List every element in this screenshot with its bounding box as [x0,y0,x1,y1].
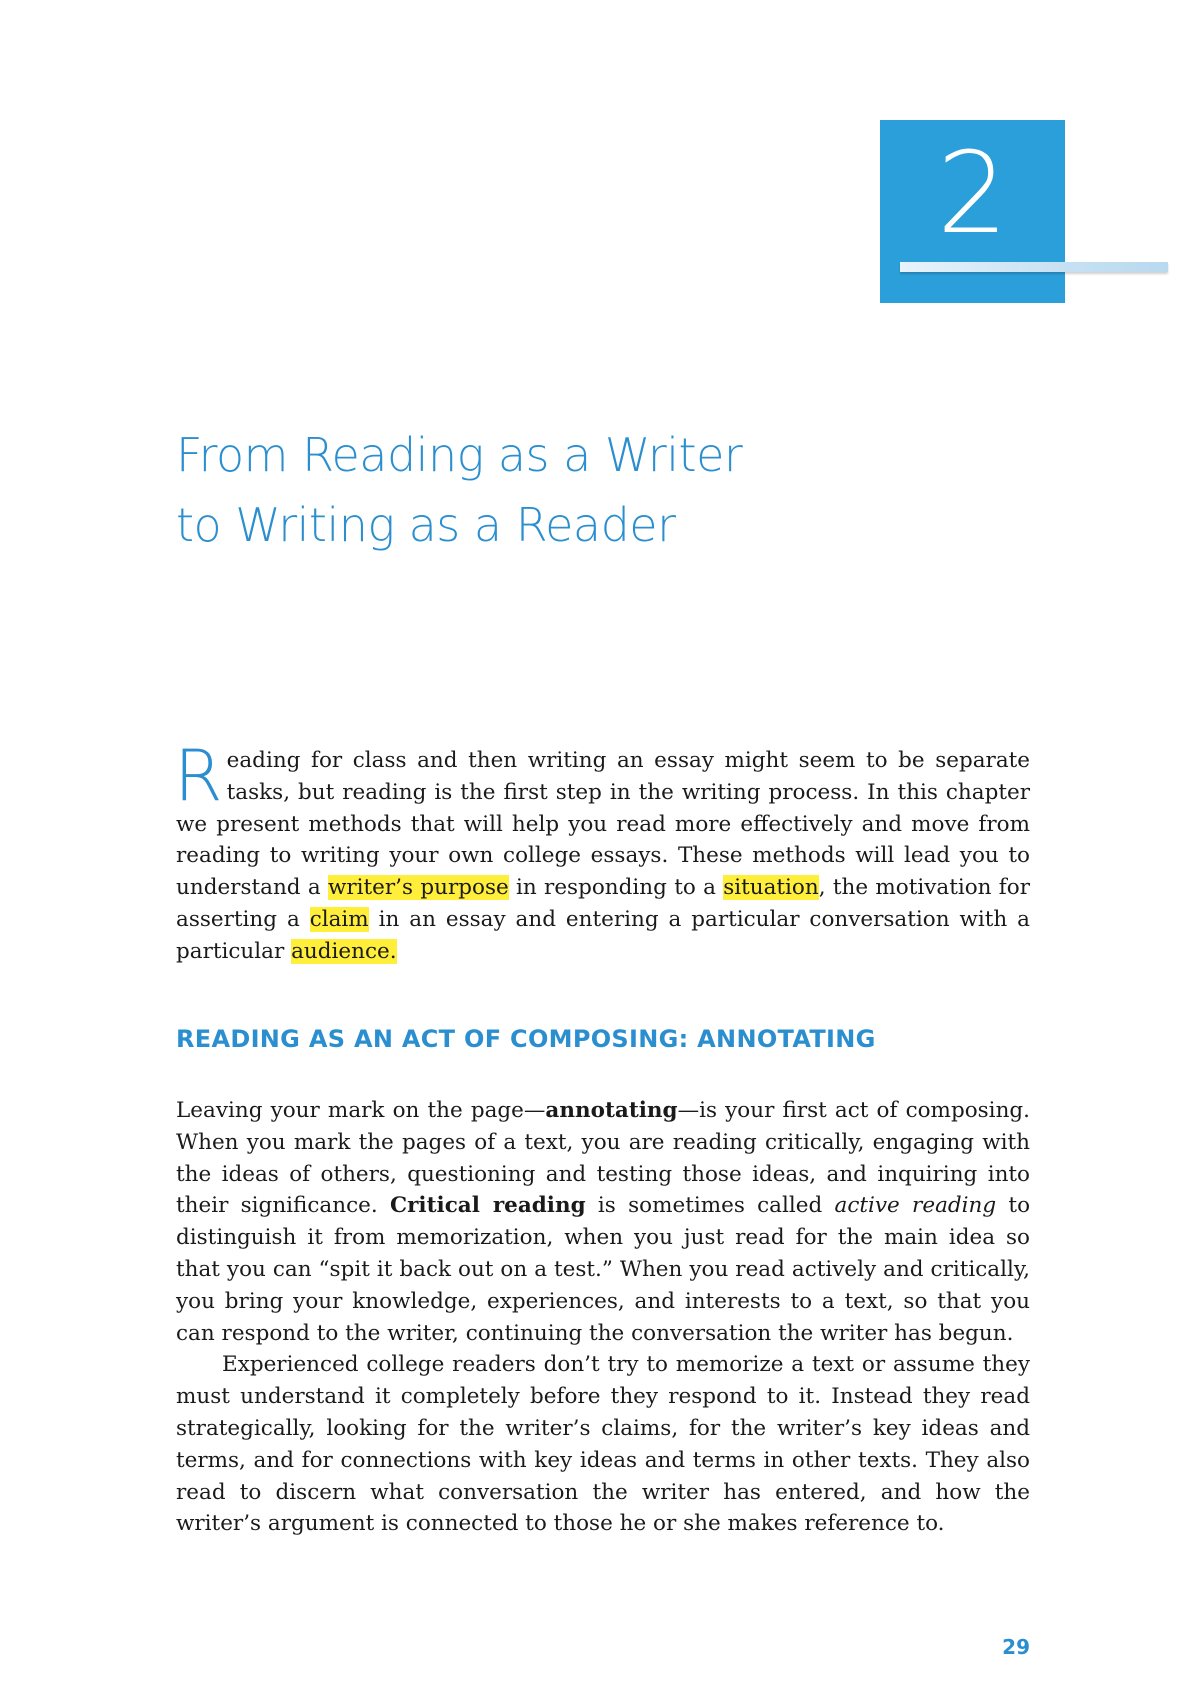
intro-text-1: eading for class and then writing an essay might seem to be separate tasks, but reading is the first step in the writing process. In this chapter we present methods that will help you read more effectively and move from reading to writing your own college essays. These methods will lead you to understand a [176,748,1030,901]
p1-text-c: is sometimes called [585,1193,835,1219]
drop-cap: R [174,735,223,817]
p1-text-a: Leaving your mark on the page— [176,1098,546,1123]
term-annotating: annotating [545,1098,678,1123]
chapter-title-line-1: From Reading as a Writer [176,428,743,482]
term-critical-reading: Critical reading [389,1193,586,1219]
section-heading: READING AS AN ACT OF COMPOSING: ANNOTATING [176,1025,876,1053]
chapter-title-line-2: to Writing as a Reader [176,498,676,552]
section-body [176,1095,1030,1540]
highlight-situation: situation [723,875,819,901]
highlight-writers-purpose: writer’s purpose [327,875,509,901]
page-number: 29 [1002,1635,1030,1659]
highlight-claim: claim [309,906,369,932]
highlight-audience: audience. [291,938,397,964]
intro-paragraph [174,735,1030,968]
chapter-number-box [880,120,1065,303]
section-paragraph-1 [176,1095,1030,1349]
chapter-rule [900,262,1168,272]
p1-text-d: to distinguish it from memorization, when you just read for the main idea so that you can “spit it back out on a test.” When you read actively and critically, you bring your knowledge, experiences, and interests to a text, so that you can respond to the writer, continuing the conversation the writer has begun. [176,1193,1031,1346]
intro-text-4: in an essay and entering a particular conversation with a particular [176,906,1030,964]
term-active-reading: active reading [834,1193,997,1219]
chapter-number: 2 [936,129,1009,259]
section-paragraph-2: Experienced college readers don’t try to memorize a text or assume they must understand it completely before they respond to it. Instead they read strategically, looking for the writer’s claims, for the writer’s key ideas and terms, and for connections with key ideas and terms in other texts. They also read to discern what conversation the writer has entered, and how the writer’s argument is connected to those he or she makes reference to. [176,1352,1030,1537]
intro-text-2: in responding to a [508,875,724,901]
chapter-title [176,420,1076,560]
intro-text-3: , the motivation for asserting a [176,875,1030,932]
p1-text-b: —is your first act of composing. When you mark the pages of a text, you are reading critically, engaging with the ideas of others, questioning and testing those ideas, and inquiring into their significance. [176,1098,1031,1219]
